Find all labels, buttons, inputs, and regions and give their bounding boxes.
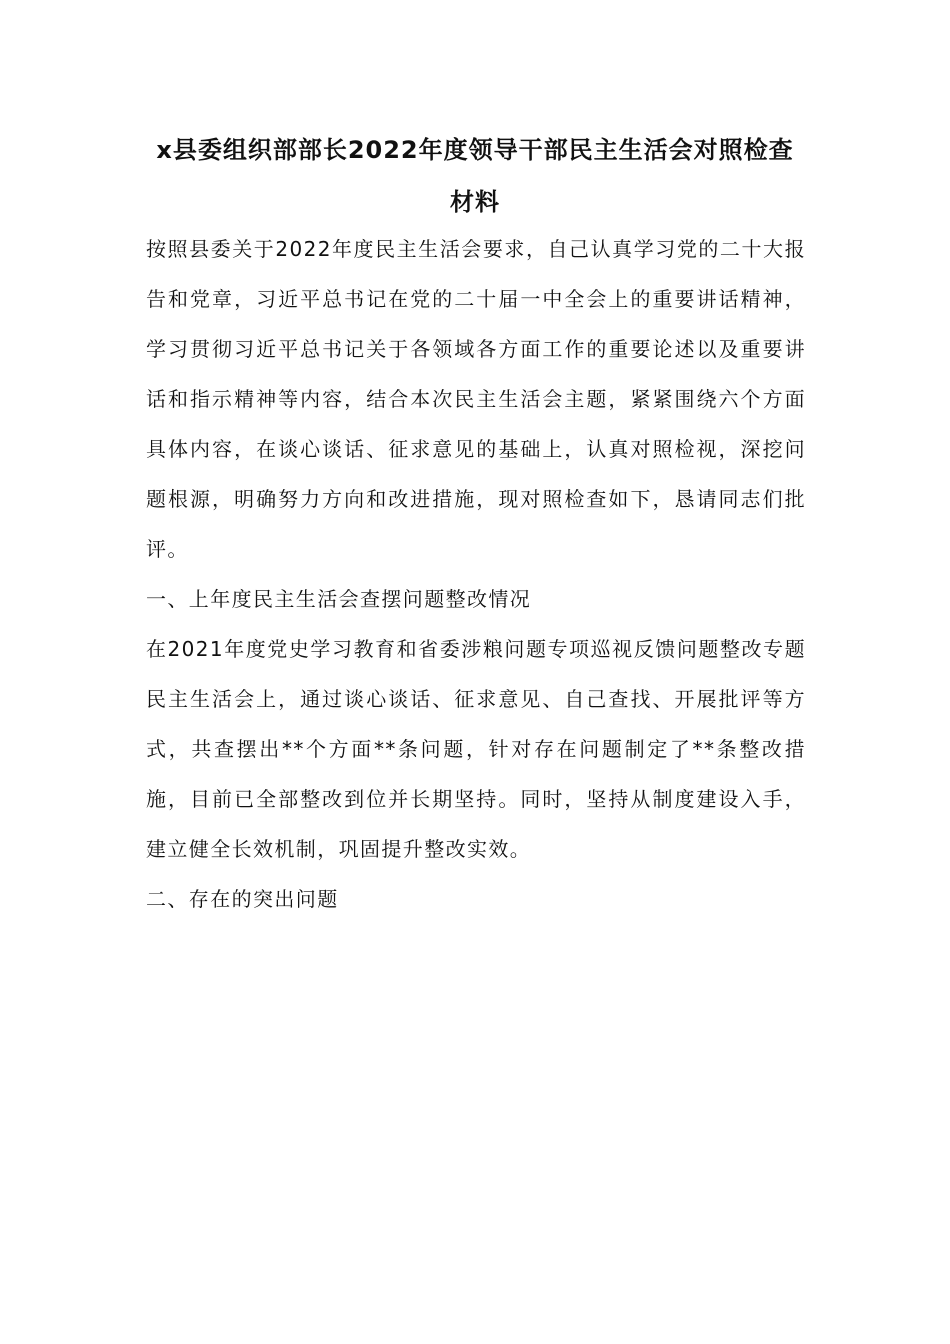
section-heading-1: 一、上年度民主生活会查摆问题整改情况	[146, 587, 532, 611]
document-title-line-1: x县委组织部部长2022年度领导干部民主生活会对照检查	[156, 136, 794, 164]
document-title-line-2: 材料	[450, 188, 500, 216]
intro-paragraph: 按照县委关于2022年度民主生活会要求，自己认真学习党的二十大报告和党章，习近平总书记在党的二十届一中全会上的重要讲话精神，学习贯彻习近平总书记关于各领域各方面工作的重要论述以及重要讲话和指示精神等内容，结合本次民主生活会主题，紧紧围绕六个方面具体内容，在谈心谈话、征求意见的基础上，认真对照检视，深挖问题根源，明确努力方向和改进措施，现对照检查如下，恳请同志们批评。	[146, 237, 806, 561]
section-heading-2: 二、存在的突出问题	[146, 887, 339, 911]
section-1-paragraph: 在2021年度党史学习教育和省委涉粮问题专项巡视反馈问题整改专题民主生活会上，通过谈心谈话、征求意见、自己查找、开展批评等方式，共查摆出**个方面**条问题，针对存在问题制定了**条整改措施，目前已全部整改到位并长期坚持。同时，坚持从制度建设入手，建立健全长效机制，巩固提升整改实效。	[146, 637, 806, 861]
document-body	[146, 224, 806, 924]
